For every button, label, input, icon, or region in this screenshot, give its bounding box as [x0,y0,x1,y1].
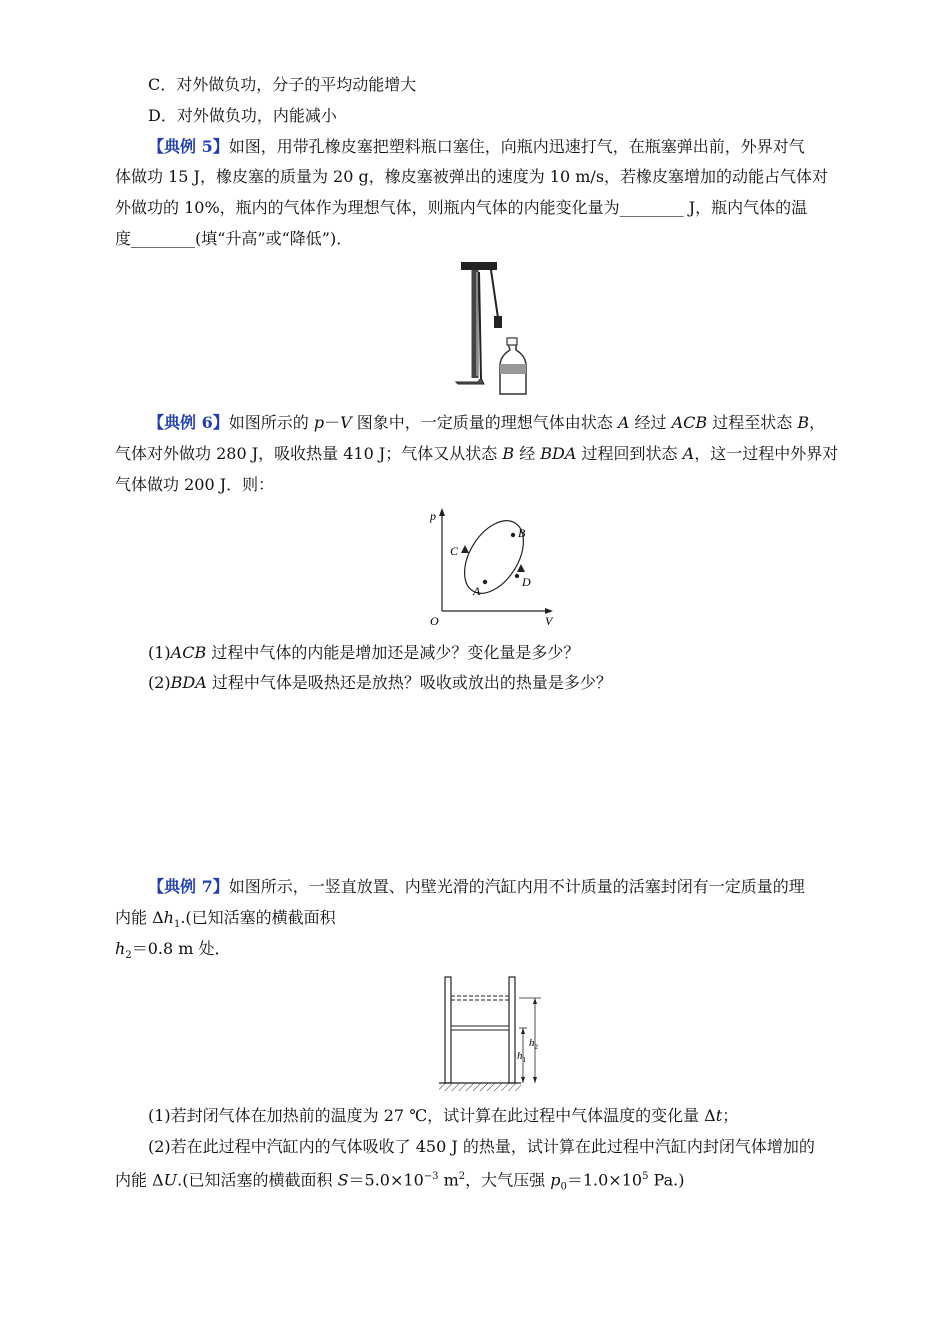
example-6-line-3: 气体做功 200 J．则： [115,475,275,494]
label-d: D [522,575,531,589]
cycle-ellipse [452,510,535,603]
example-7-line-3: $h_2=0.8$ m 处． [115,939,231,962]
option-d: D．对外做负功，内能减小 [148,106,337,125]
option-c: C．对外做负功，分子的平均动能增大 [148,75,417,94]
cylinder-figure [435,973,555,1095]
pv-graph [420,503,565,628]
example-6-question-2: (2)BDA 过程中气体是吸热还是放热？吸收或放出的热量是多少？ [148,673,612,692]
example-5-tag: 【典例 5】 [148,137,229,156]
bottle-cap [507,338,517,345]
example-6-tag: 【典例 6】 [148,413,229,432]
point-d [515,574,519,578]
pump-bottle-figure [448,258,538,398]
point-a [483,580,487,584]
example-5-line-2: 体做功 15 J，橡皮塞的质量为 20 g，橡皮塞被弹出的速度为 10 m/s，若橡皮塞增加的动能占气体对 [115,167,829,186]
direction-arrow-c [461,545,469,553]
bottle-label [500,364,526,374]
example-7-question-1: (1)若封闭气体在加热前的温度为 27 ℃，试计算在此过程中气体温度的变化量 Δt； [148,1106,739,1125]
pump-foot [456,378,484,384]
label-p: p [430,509,436,523]
example-5-line-3: 外做功的 10%，瓶内的气体作为理想气体，则瓶内气体的内能变化量为________ J，瓶内气体的温 [115,198,808,217]
example-6-line-2: 气体对外做功 280 J，吸收热量 410 J；气体又从状态 B 经 BDA 过程回到状态 A，这一过程中外界对 [115,444,839,463]
example-7-tag: 【典例 7】 [148,877,229,896]
piston [451,1026,509,1030]
direction-arrow-d [517,564,525,572]
example-7-line-2: 内能 $\Delta h_1$.(已知活塞的横截面积 [115,908,336,931]
example-5-line-4: 度________(填“升高”或“降低”)． [115,229,353,248]
example-7-question-2-line-2: 内能 ΔU.(已知活塞的横截面积 $S=5.0\times 10^{-3}$ $m^2$，大气压强 $p_0=1.0\times 10^5$ Pa.) [115,1170,685,1193]
label-c: C [450,544,459,558]
point-b [511,533,515,537]
example-7-line-1: 【典例 7】如图所示，一竖直放置、内壁光滑的汽缸内用不计质量的活塞封闭有一定质量的理 [148,877,805,896]
example-5-line-1: 【典例 5】如图，用带孔橡皮塞把塑料瓶口塞住，向瓶内迅速打气，在瓶塞弹出前，外界对气 [148,137,805,156]
label-a: A [473,584,481,598]
example-7-question-2: (2)若在此过程中汽缸内的气体吸收了 450 J 的热量，试计算在此过程中汽缸内封闭气体增加的 [148,1137,815,1156]
example-6-line-1: 【典例 6】如图所示的 p－V 图象中，一定质量的理想气体由状态 A 经过 ACB 过程至状态 B， [148,413,826,432]
p-axis-arrow [439,508,445,516]
label-h2: $h_2$ [529,1037,538,1051]
cylinder-left-wall [445,977,451,1083]
label-b: B [518,526,526,540]
pump-nozzle [494,316,502,328]
label-o: O [430,614,439,628]
label-v: V [545,614,553,628]
example-6-question-1: (1)ACB 过程中气体的内能是增加还是减少？变化量是多少？ [148,643,580,662]
pump-hose [491,270,498,318]
cylinder-base [439,1083,521,1091]
cylinder-right-wall [509,977,515,1083]
label-h1: $h_1$ [517,1050,526,1064]
pump-handle [461,262,497,270]
